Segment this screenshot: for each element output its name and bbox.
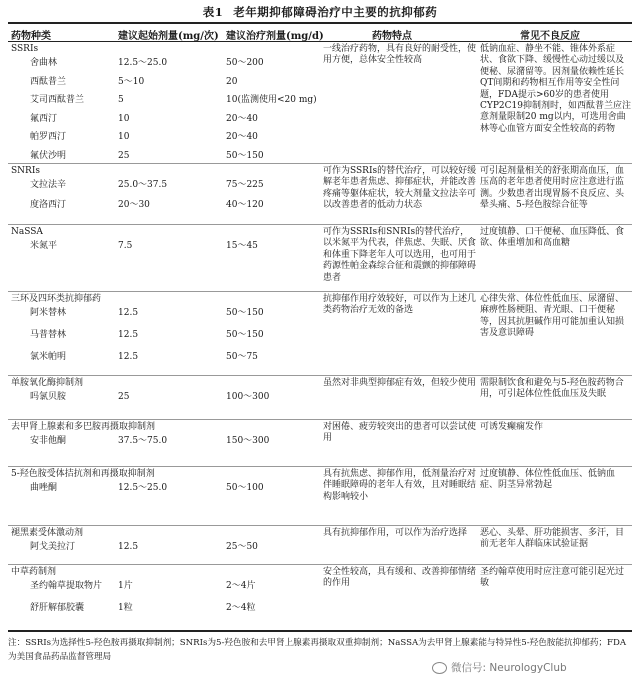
drug-name: 氯米帕明 — [30, 352, 67, 362]
start-dose: 12.5 — [118, 330, 139, 340]
drug-features: 虽然对非典型抑郁症有效，但较少使用 — [323, 378, 477, 388]
treatment-dose: 2～4粒 — [226, 603, 256, 613]
adverse-reactions: 可诱发癫痫发作 — [480, 422, 544, 432]
drug-name: 阿戈美拉汀 — [30, 542, 76, 552]
treatment-dose: 50～150 — [226, 308, 264, 318]
start-dose: 12.5～25.0 — [118, 483, 168, 493]
start-dose: 10 — [118, 132, 130, 142]
group-divider — [8, 419, 632, 420]
start-dose: 12.5 — [118, 308, 139, 318]
drug-features: 具有抗焦虑、抑郁作用，低剂量治疗对伴睡眠障碍的老年人有效，且对睡眠结构影响较小 — [323, 469, 477, 502]
drug-class-label: 中草药制剂 — [11, 567, 57, 577]
header-start-dose: 建议起始剂量(mg/次) — [118, 31, 219, 42]
group-divider — [8, 525, 632, 526]
watermark-text: 微信号: NeurologyClub — [451, 662, 567, 674]
drug-name: 圣约翰草提取物片 — [30, 581, 103, 591]
treatment-dose: 50～200 — [226, 58, 264, 68]
group-divider — [8, 163, 632, 164]
adverse-reactions: 恶心、头晕、肝功能损害、多汗，目前无老年人群临床试验证据 — [480, 528, 625, 550]
start-dose: 20～30 — [118, 200, 150, 210]
start-dose: 12.5 — [118, 542, 139, 552]
start-dose: 5 — [118, 95, 124, 105]
group-divider — [8, 224, 632, 225]
treatment-dose: 15～45 — [226, 241, 258, 251]
drug-name: 安非他酮 — [30, 436, 67, 446]
table-number: 表1 — [202, 5, 224, 19]
group-divider — [8, 375, 632, 376]
drug-class-label: NaSSA — [11, 227, 43, 237]
drug-features: 安全性较高，具有缓和、改善抑郁情绪的作用 — [323, 567, 477, 589]
bottom-rule — [8, 630, 632, 632]
group-divider — [8, 291, 632, 292]
drug-class-label: SSRIs — [11, 44, 39, 54]
group-divider — [8, 564, 632, 565]
treatment-dose: 50～75 — [226, 352, 258, 362]
drug-class-label: 去甲肾上腺素和多巴胺再摄取抑制剂 — [11, 422, 156, 432]
adverse-reactions: 心律失常、体位性低血压、尿潴留、麻痹性肠梗阻、青光眼、口干便秘等，因其抗胆碱作用可能加重认知损害及意识障碍 — [480, 294, 625, 339]
adverse-reactions: 过度镇静、体位性低血压、低钠血症、阴茎异常勃起 — [480, 469, 616, 491]
adverse-reactions: 圣约翰草使用时应注意可能引起光过敏 — [480, 567, 625, 589]
drug-class-label: SNRIs — [11, 166, 40, 176]
drug-features: 对困倦、疲劳较突出的患者可以尝试使用 — [323, 422, 477, 444]
drug-name: 度洛西汀 — [30, 200, 67, 210]
start-dose: 37.5～75.0 — [118, 436, 168, 446]
drug-name: 米氮平 — [30, 241, 58, 251]
table-caption — [0, 4, 640, 20]
start-dose: 25.0～37.5 — [118, 180, 168, 190]
drug-features: 一线治疗药物，具有良好的耐受性，使用方便，总体安全性较高 — [323, 44, 477, 66]
table-title: 老年期抑郁障碍治疗中主要的抗抑郁药 — [233, 5, 438, 19]
drug-class-label: 5-羟色胺受体拮抗剂和再摄取抑制剂 — [11, 469, 155, 479]
drug-name: 氟西汀 — [30, 113, 58, 124]
treatment-dose: 50～150 — [226, 330, 264, 340]
start-dose: 1粒 — [118, 603, 133, 613]
drug-name: 阿米替林 — [30, 308, 67, 318]
start-dose: 5～10 — [118, 76, 145, 87]
drug-name: 吗氯贝胺 — [30, 392, 67, 402]
drug-features: 可作为SSRIs和SNRIs的替代治疗，以米氮平为代表，伴焦虑、失眠、厌食和体重下降老年人可以选用，也可用于药源性帕金森综合征和震颤的抑郁障碍患者 — [323, 227, 477, 283]
adverse-reactions: 低钠血症、静坐不能、锥体外系症状、食欲下降、缓慢性心动过缓以及便秘、尿潴留等。因剂量依赖性延长QT间期和药物相互作用等安全性问题，FDA提示>60岁的患者使用CYP2C19抑制剂时，如西酞普兰应注意剂量限制20 mg以内，可选用舍曲林等心血管方面安全性较高的药物 — [480, 44, 631, 134]
adverse-reactions: 过度镇静、口干便秘、血压降低、食欲、体重增加和高血糖 — [480, 227, 625, 249]
start-dose: 25 — [118, 150, 130, 161]
treatment-dose: 50～100 — [226, 483, 264, 493]
treatment-dose: 40～120 — [226, 200, 264, 210]
start-dose: 12.5 — [118, 352, 139, 362]
header-features: 药物特点 — [372, 31, 412, 42]
treatment-dose: 75～225 — [226, 180, 264, 190]
adverse-reactions: 需限制饮食和避免与5-羟色胺药物合用，可引起体位性低血压及失眠 — [480, 378, 624, 400]
drug-name: 舒肝解郁胶囊 — [30, 603, 85, 613]
start-dose: 10 — [118, 113, 130, 124]
adverse-reactions: 可引起剂量相关的舒张期高血压，血压高的老年患者使用时应注意进行监测。少数患者出现胃肠不良反应、头晕头痛、5-羟色胺综合征等 — [480, 166, 625, 211]
start-dose: 12.5～25.0 — [118, 58, 168, 68]
start-dose: 1片 — [118, 581, 133, 591]
drug-features: 抗抑郁作用疗效较好，可以作为上述几类药物治疗无效的备选 — [323, 294, 477, 316]
table-notes: 注：SSRIs为选择性5-羟色胺再摄取抑制剂；SNRIs为5-羟色胺和去甲肾上腺素再摄取双重抑制剂；NaSSA为去甲肾上腺素能与特异性5-羟色胺能抗抑郁药；FDA为美国食品药品监督管理局 — [8, 638, 627, 662]
treatment-dose: 20～40 — [226, 132, 258, 142]
treatment-dose: 100～300 — [226, 392, 270, 402]
drug-features: 具有抗抑郁作用，可以作为治疗选择 — [323, 528, 468, 538]
drug-class-label: 褪黑素受体激动剂 — [11, 528, 84, 538]
treatment-dose: 20 — [226, 76, 238, 87]
drug-name: 帕罗西汀 — [30, 132, 67, 142]
drug-class-label: 三环及四环类抗抑郁药 — [11, 294, 102, 304]
treatment-dose: 20～40 — [226, 113, 258, 124]
start-dose: 25 — [118, 392, 130, 402]
drug-class-label: 单胺氧化酶抑制剂 — [11, 378, 84, 388]
header-adverse: 常见不良反应 — [520, 31, 580, 42]
header-drug-class: 药物种类 — [11, 31, 51, 42]
group-divider — [8, 466, 632, 467]
drug-name: 氟伏沙明 — [30, 150, 67, 161]
drug-name: 西酞普兰 — [30, 76, 67, 87]
drug-name: 曲唑酮 — [30, 483, 58, 493]
header-treatment-dose: 建议治疗剂量(mg/d) — [226, 31, 324, 42]
treatment-dose: 2～4片 — [226, 581, 256, 591]
watermark — [432, 660, 567, 675]
treatment-dose: 10(监测使用<20 mg) — [226, 95, 317, 105]
drug-name: 舍曲林 — [30, 58, 58, 68]
treatment-dose: 50～150 — [226, 150, 264, 161]
treatment-dose: 150～300 — [226, 436, 270, 446]
drug-name: 文拉法辛 — [30, 180, 67, 190]
drug-features: 可作为SSRIs的替代治疗，可以较好缓解老年患者焦虑、抑郁症状，并能改善疼痛等躯体症状，较大剂量文拉法辛可以改善患者的低动力状态 — [323, 166, 477, 211]
treatment-dose: 25～50 — [226, 542, 258, 552]
drug-name: 艾司西酞普兰 — [30, 95, 85, 105]
drug-name: 马普替林 — [30, 330, 67, 340]
start-dose: 7.5 — [118, 241, 133, 251]
top-rule — [8, 22, 632, 24]
wechat-icon — [432, 662, 447, 674]
